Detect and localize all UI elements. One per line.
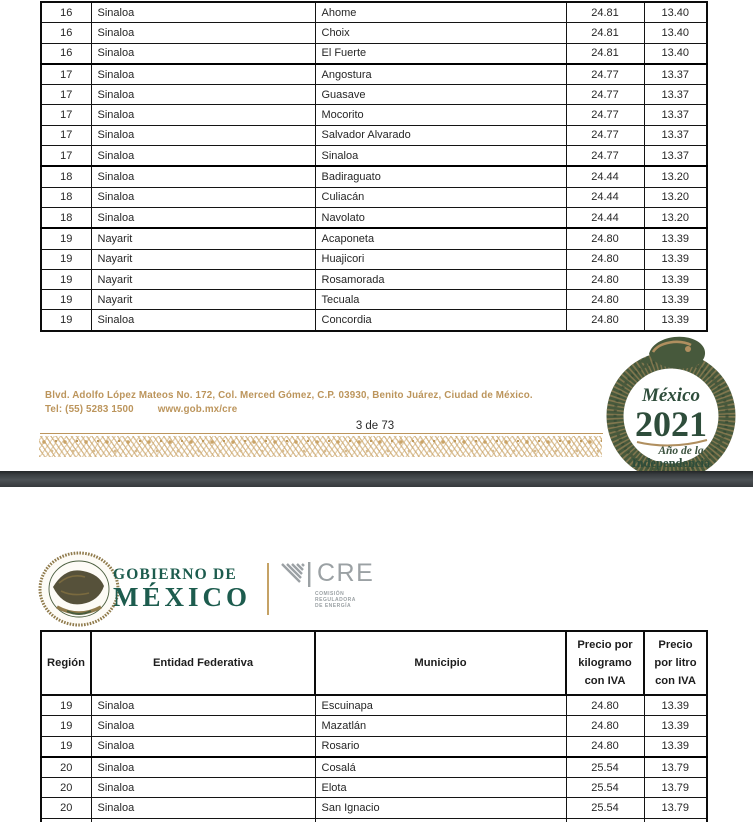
price-table-page2-body — [41, 695, 707, 822]
cell-litro: 13.20 — [644, 187, 707, 207]
cell-entidad: Sinaloa — [91, 778, 315, 798]
cell-litro: 13.37 — [644, 105, 707, 125]
cell-municipio: Sinaloa — [315, 146, 566, 167]
cell-litro: 13.79 — [644, 798, 707, 818]
cell-entidad: Nayarit — [91, 290, 315, 310]
table-row — [41, 249, 707, 269]
cell-entidad: Sinaloa — [91, 2, 315, 23]
cell-litro: 13.79 — [644, 757, 707, 778]
cell-entidad: Sinaloa — [91, 146, 315, 167]
cell-region: 16 — [41, 43, 91, 64]
cell-entidad: Sinaloa — [91, 716, 315, 736]
table-row — [41, 290, 707, 310]
table-row — [41, 798, 707, 818]
cre-sub-line3: DE ENERGÍA — [315, 603, 352, 609]
cell-region: 19 — [41, 269, 91, 289]
cell-litro: 13.40 — [644, 23, 707, 43]
cell-municipio: San Ignacio — [315, 798, 566, 818]
cell-region: 17 — [41, 125, 91, 145]
cell-kg: 24.77 — [566, 64, 644, 85]
cell-entidad: Sinaloa — [91, 23, 315, 43]
cell-municipio: Rosario — [315, 736, 566, 757]
cell-municipio: Elota — [315, 778, 566, 798]
footer-contact-line — [45, 404, 605, 415]
cell-entidad: Sinaloa — [91, 736, 315, 757]
cell-municipio: Guasave — [315, 85, 566, 105]
gobierno-de-mexico-wordmark — [113, 566, 251, 611]
cell-municipio: Concordia — [315, 310, 566, 331]
cell-litro: 13.39 — [644, 269, 707, 289]
cell-municipio: Ahome — [315, 2, 566, 23]
cell-region: 19 — [41, 310, 91, 331]
table-row — [41, 187, 707, 207]
cell-region: 17 — [41, 105, 91, 125]
cell-kg: 24.80 — [566, 290, 644, 310]
header-region: Región — [41, 631, 91, 695]
cell-litro: 13.39 — [644, 310, 707, 331]
table-row — [41, 310, 707, 331]
cell-region: 19 — [41, 736, 91, 757]
cell-entidad: Nayarit — [91, 269, 315, 289]
cell-litro: 13.37 — [644, 125, 707, 145]
cre-sub-line2: REGULADORA — [315, 597, 356, 603]
gobierno-line2: MÉXICO — [113, 582, 251, 612]
table-row — [41, 269, 707, 289]
footer-divider-line — [40, 433, 603, 434]
footer-website-link: www.gob.mx/cre — [157, 404, 238, 415]
cell-litro: 13.39 — [644, 695, 707, 716]
cell-region: 19 — [41, 716, 91, 736]
table-row — [41, 736, 707, 757]
table-row — [41, 105, 707, 125]
page-separator-bar — [0, 471, 753, 487]
cell-region: 19 — [41, 228, 91, 249]
cell-region: 16 — [41, 2, 91, 23]
cell-municipio: Salvador Alvarado — [315, 125, 566, 145]
cell-municipio: Mocorito — [315, 105, 566, 125]
cell-region: 17 — [41, 64, 91, 85]
cell-kg: 24.77 — [566, 146, 644, 167]
cell-kg: 24.80 — [566, 736, 644, 757]
cell-litro: 13.40 — [644, 2, 707, 23]
cell-entidad: Sinaloa — [91, 166, 315, 187]
footer-address: Blvd. Adolfo López Mateos No. 172, Col. Merced Gómez, C.P. 03930, Benito Juárez, Ciudad de México. — [45, 390, 533, 401]
cell-entidad: Sinaloa — [91, 207, 315, 228]
cell-kg: 24.77 — [566, 105, 644, 125]
price-table-page1 — [40, 1, 708, 332]
cell-entidad: Sinaloa — [91, 105, 315, 125]
cell-region: 18 — [41, 166, 91, 187]
cell-kg: 25.54 — [566, 757, 644, 778]
page-number: 3 de 73 — [355, 420, 395, 432]
cell-kg: 24.80 — [566, 310, 644, 331]
cell-kg: 24.77 — [566, 125, 644, 145]
footer-phone: Tel: (55) 5283 1500 — [45, 404, 134, 415]
cell-litro: 13.37 — [644, 146, 707, 167]
table-row — [41, 23, 707, 43]
table-row — [41, 85, 707, 105]
cell-entidad: Sinaloa — [91, 187, 315, 207]
table-row — [41, 125, 707, 145]
cell-litro: 13.40 — [644, 43, 707, 64]
cell-litro: 13.37 — [644, 64, 707, 85]
cell-municipio: Angostura — [315, 64, 566, 85]
header-municipio: Municipio — [315, 631, 566, 695]
cell-kg: 24.44 — [566, 187, 644, 207]
cell-region: 20 — [41, 798, 91, 818]
cell-region: 20 — [41, 778, 91, 798]
cell-municipio: Choix — [315, 23, 566, 43]
gobierno-line1: GOBIERNO DE — [113, 566, 237, 583]
cell-litro: 13.79 — [644, 778, 707, 798]
cell-kg: 24.80 — [566, 695, 644, 716]
table-row — [41, 2, 707, 23]
table-row — [41, 757, 707, 778]
cell-entidad: Nayarit — [91, 249, 315, 269]
cell-entidad: Nayarit — [91, 228, 315, 249]
header-entidad: Entidad Federativa — [91, 631, 315, 695]
cell-kg: 24.80 — [566, 249, 644, 269]
cell-municipio: Tecuala — [315, 290, 566, 310]
cell-kg: 24.80 — [566, 716, 644, 736]
cell-region: 19 — [41, 249, 91, 269]
cell-kg: 24.81 — [566, 43, 644, 64]
table-row — [41, 146, 707, 167]
cell-municipio: Escuinapa — [315, 695, 566, 716]
cell-litro: 13.39 — [644, 736, 707, 757]
price-table-page2 — [40, 630, 708, 822]
cell-litro: 13.39 — [644, 716, 707, 736]
cell-municipio: El Fuerte — [315, 43, 566, 64]
cell-region: 18 — [41, 187, 91, 207]
cre-acronym-text: CRE — [317, 559, 375, 587]
cell-kg: 24.44 — [566, 166, 644, 187]
table-header-row — [41, 631, 707, 695]
logo-year-text: 2021 — [635, 404, 707, 444]
table-row — [41, 695, 707, 716]
cell-litro: 13.20 — [644, 166, 707, 187]
cell-entidad: Sinaloa — [91, 310, 315, 331]
cell-kg: 25.54 — [566, 778, 644, 798]
table-row — [41, 43, 707, 64]
logo-country-text: México — [641, 385, 701, 406]
cell-municipio: Cosalá — [315, 757, 566, 778]
cell-litro: 13.37 — [644, 85, 707, 105]
cell-region: 17 — [41, 85, 91, 105]
cell-region: 19 — [41, 695, 91, 716]
cell-entidad: Sinaloa — [91, 64, 315, 85]
cre-logo — [281, 561, 391, 617]
aztec-pattern-band — [39, 436, 602, 457]
price-table-page1-body — [41, 2, 707, 331]
cell-municipio: Rosamorada — [315, 269, 566, 289]
header-price-liter: Precio por litro con IVA — [644, 631, 707, 695]
header-price-kg: Precio por kilogramo con IVA — [566, 631, 644, 695]
cell-region: 18 — [41, 207, 91, 228]
cell-entidad: Sinaloa — [91, 798, 315, 818]
table-row — [41, 228, 707, 249]
cell-municipio: Huajicori — [315, 249, 566, 269]
cell-entidad: Sinaloa — [91, 757, 315, 778]
cell-kg: 24.80 — [566, 228, 644, 249]
cell-municipio: Mazatlán — [315, 716, 566, 736]
cell-region: 16 — [41, 23, 91, 43]
cell-municipio: Navolato — [315, 207, 566, 228]
cre-sub-line1: COMISIÓN — [315, 591, 345, 597]
cell-kg: 24.80 — [566, 269, 644, 289]
cre-stripes-icon — [281, 561, 312, 588]
eagle-seal-icon — [37, 551, 121, 627]
table-row — [41, 207, 707, 228]
cell-entidad: Sinaloa — [91, 43, 315, 64]
cell-municipio: Acaponeta — [315, 228, 566, 249]
cell-municipio: Culiacán — [315, 187, 566, 207]
cell-kg: 24.81 — [566, 2, 644, 23]
logo-tagline-2: Independencia — [631, 456, 711, 470]
cell-region: 19 — [41, 290, 91, 310]
cell-municipio: Badiraguato — [315, 166, 566, 187]
cell-litro: 13.39 — [644, 290, 707, 310]
cell-entidad: Sinaloa — [91, 125, 315, 145]
table-row — [41, 716, 707, 736]
cell-region: 20 — [41, 757, 91, 778]
table-row — [41, 778, 707, 798]
cell-region: 17 — [41, 146, 91, 167]
logo-tagline-1: Año de la — [658, 445, 704, 457]
table-row-partial — [41, 818, 707, 822]
cell-entidad: Sinaloa — [91, 695, 315, 716]
cell-kg: 24.44 — [566, 207, 644, 228]
cell-kg: 24.81 — [566, 23, 644, 43]
cre-subtitle-text — [315, 591, 391, 609]
logo-divider-line — [267, 563, 269, 615]
table-row — [41, 64, 707, 85]
cell-litro: 13.39 — [644, 249, 707, 269]
cell-kg: 24.77 — [566, 85, 644, 105]
cell-litro: 13.20 — [644, 207, 707, 228]
cell-entidad: Sinaloa — [91, 85, 315, 105]
cell-litro: 13.39 — [644, 228, 707, 249]
mexico-2021-independence-logo-icon — [593, 334, 750, 482]
table-row — [41, 166, 707, 187]
cell-kg: 25.54 — [566, 798, 644, 818]
